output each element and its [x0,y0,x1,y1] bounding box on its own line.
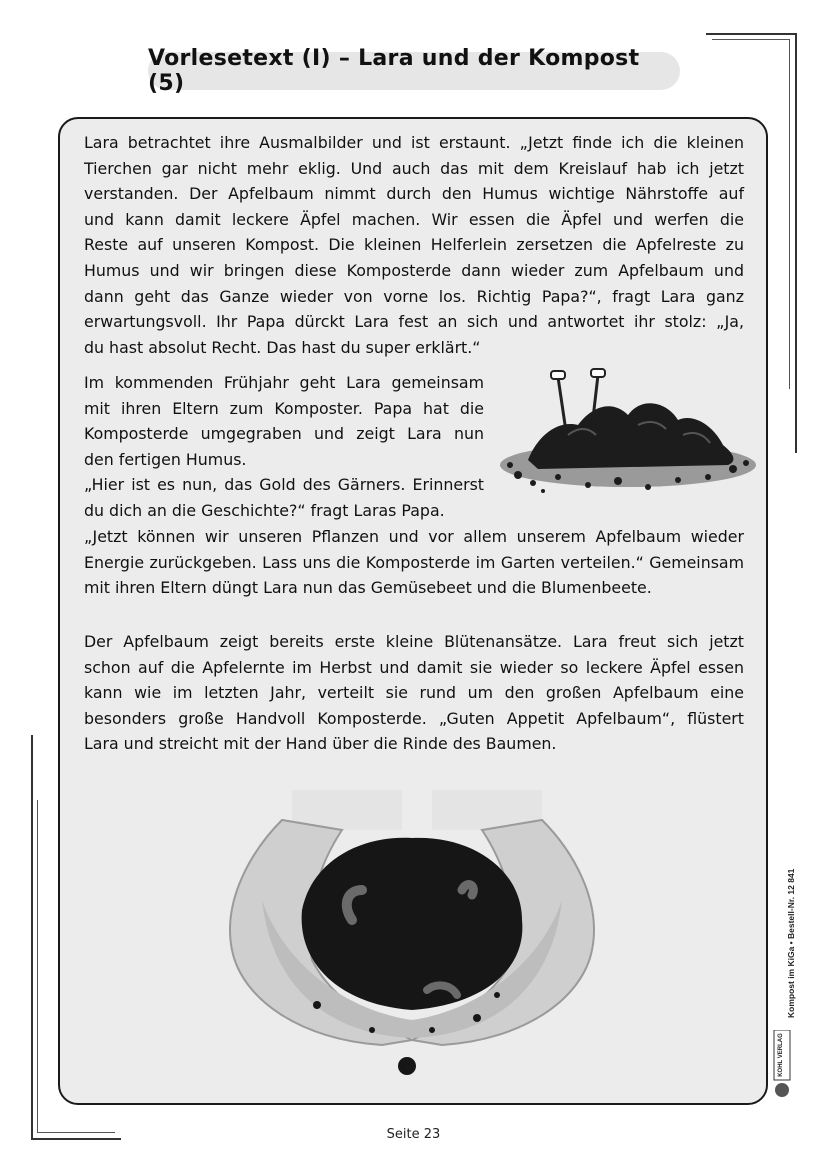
text-line: Energie zurückgeben. Lass uns die Komposterde im Garten verteilen.“ Gemeinsam [84,552,744,572]
paragraph-2 [84,370,484,524]
paragraph-2-continued [84,524,744,601]
text-line: dann geht das Ganze wieder von vorne los. Richtig Papa?“, fragt Lara ganz [84,286,744,306]
text-line: den fertigen Humus. [84,449,247,469]
paragraph-1 [84,130,744,360]
svg-text:KOHL VERLAG: KOHL VERLAG [778,1033,784,1077]
text-line: „Hier ist es nun, das Gold des Gärners. Erinnerst [84,475,484,495]
text-line: du hast absolut Recht. Das hast du super erklärt.“ [84,337,481,357]
text-line: erwartungsvoll. Ihr Papa dürckt Lara fest an sich und antwortet ihr stolz: „Ja, [84,312,744,332]
corner-line-left-inner [37,800,38,1132]
text-line: Der Apfelbaum zeigt bereits erste kleine Blütenansätze. Lara freut sich jetzt [84,632,744,651]
corner-line-right [795,33,797,453]
text-line: Tierchen gar nicht mehr eklig. Und auch das mit dem Kreislauf hab ich jetzt [84,158,744,178]
text-line: mit ihren Eltern zum Komposter. Papa hat die [84,398,484,418]
publisher-logo [772,1030,792,1100]
text-line: Reste auf unseren Kompost. Die kleinen Helferlein zersetzen die Apfelreste zu [84,235,744,255]
text-line: mit ihren Eltern düngt Lara nun das Gemüsebeet und die Blumenbeete. [84,578,652,598]
text-line: besonders große Handvoll Komposterde. „Guten Appetit Apfelbaum“, flüstert [84,708,744,728]
text-line: schon auf die Apfelernte im Herbst und damit sie wieder so leckere Äpfel essen [84,657,744,677]
corner-line-right-inner [789,39,790,389]
paragraph-3 [84,629,744,757]
order-number-credit: Kompost im KiGa • Bestell-Nr. 12 841 [786,868,796,1018]
text-line: Im kommenden Frühjahr geht Lara gemeinsam [84,373,484,392]
text-line: „Jetzt können wir unseren Pflanzen und vor allem unserem Apfelbaum wieder [84,527,744,546]
compost-heap-illustration [498,365,756,505]
text-line: kann wie im letzten Jahr, verteilt sie rund um den großen Apfelbaum eine [84,683,744,703]
text-line: du dich an die Geschichte?“ fragt Laras Papa. [84,500,445,520]
text-line: und kann damit leckere Äpfel machen. Wir essen die Äpfel und werfen die [84,209,744,229]
page-number: Seite 23 [386,1127,441,1142]
text-line: Lara betrachtet ihre Ausmalbilder und ist erstaunt. „Jetzt finde ich die kleinen [84,133,744,152]
text-line: Lara und streicht mit der Hand über die Rinde des Baumen. [84,734,557,754]
text-line: verstanden. Der Apfelbaum nimmt durch den Humus wichtige Nährstoffe auf [84,184,744,204]
page-title: Vorlesetext (I) – Lara und der Kompost (5) [148,46,640,96]
text-line: Humus und wir bringen diese Komposterde dann wieder zum Apfelbaum und [84,260,744,280]
hands-with-soil-illustration [222,790,602,1080]
corner-line-top-inner [712,39,790,40]
corner-line-left [31,735,33,1138]
corner-line-top [706,33,796,35]
text-line: Komposterde umgegraben und zeigt Lara nun [84,424,484,444]
title-banner [148,46,680,96]
